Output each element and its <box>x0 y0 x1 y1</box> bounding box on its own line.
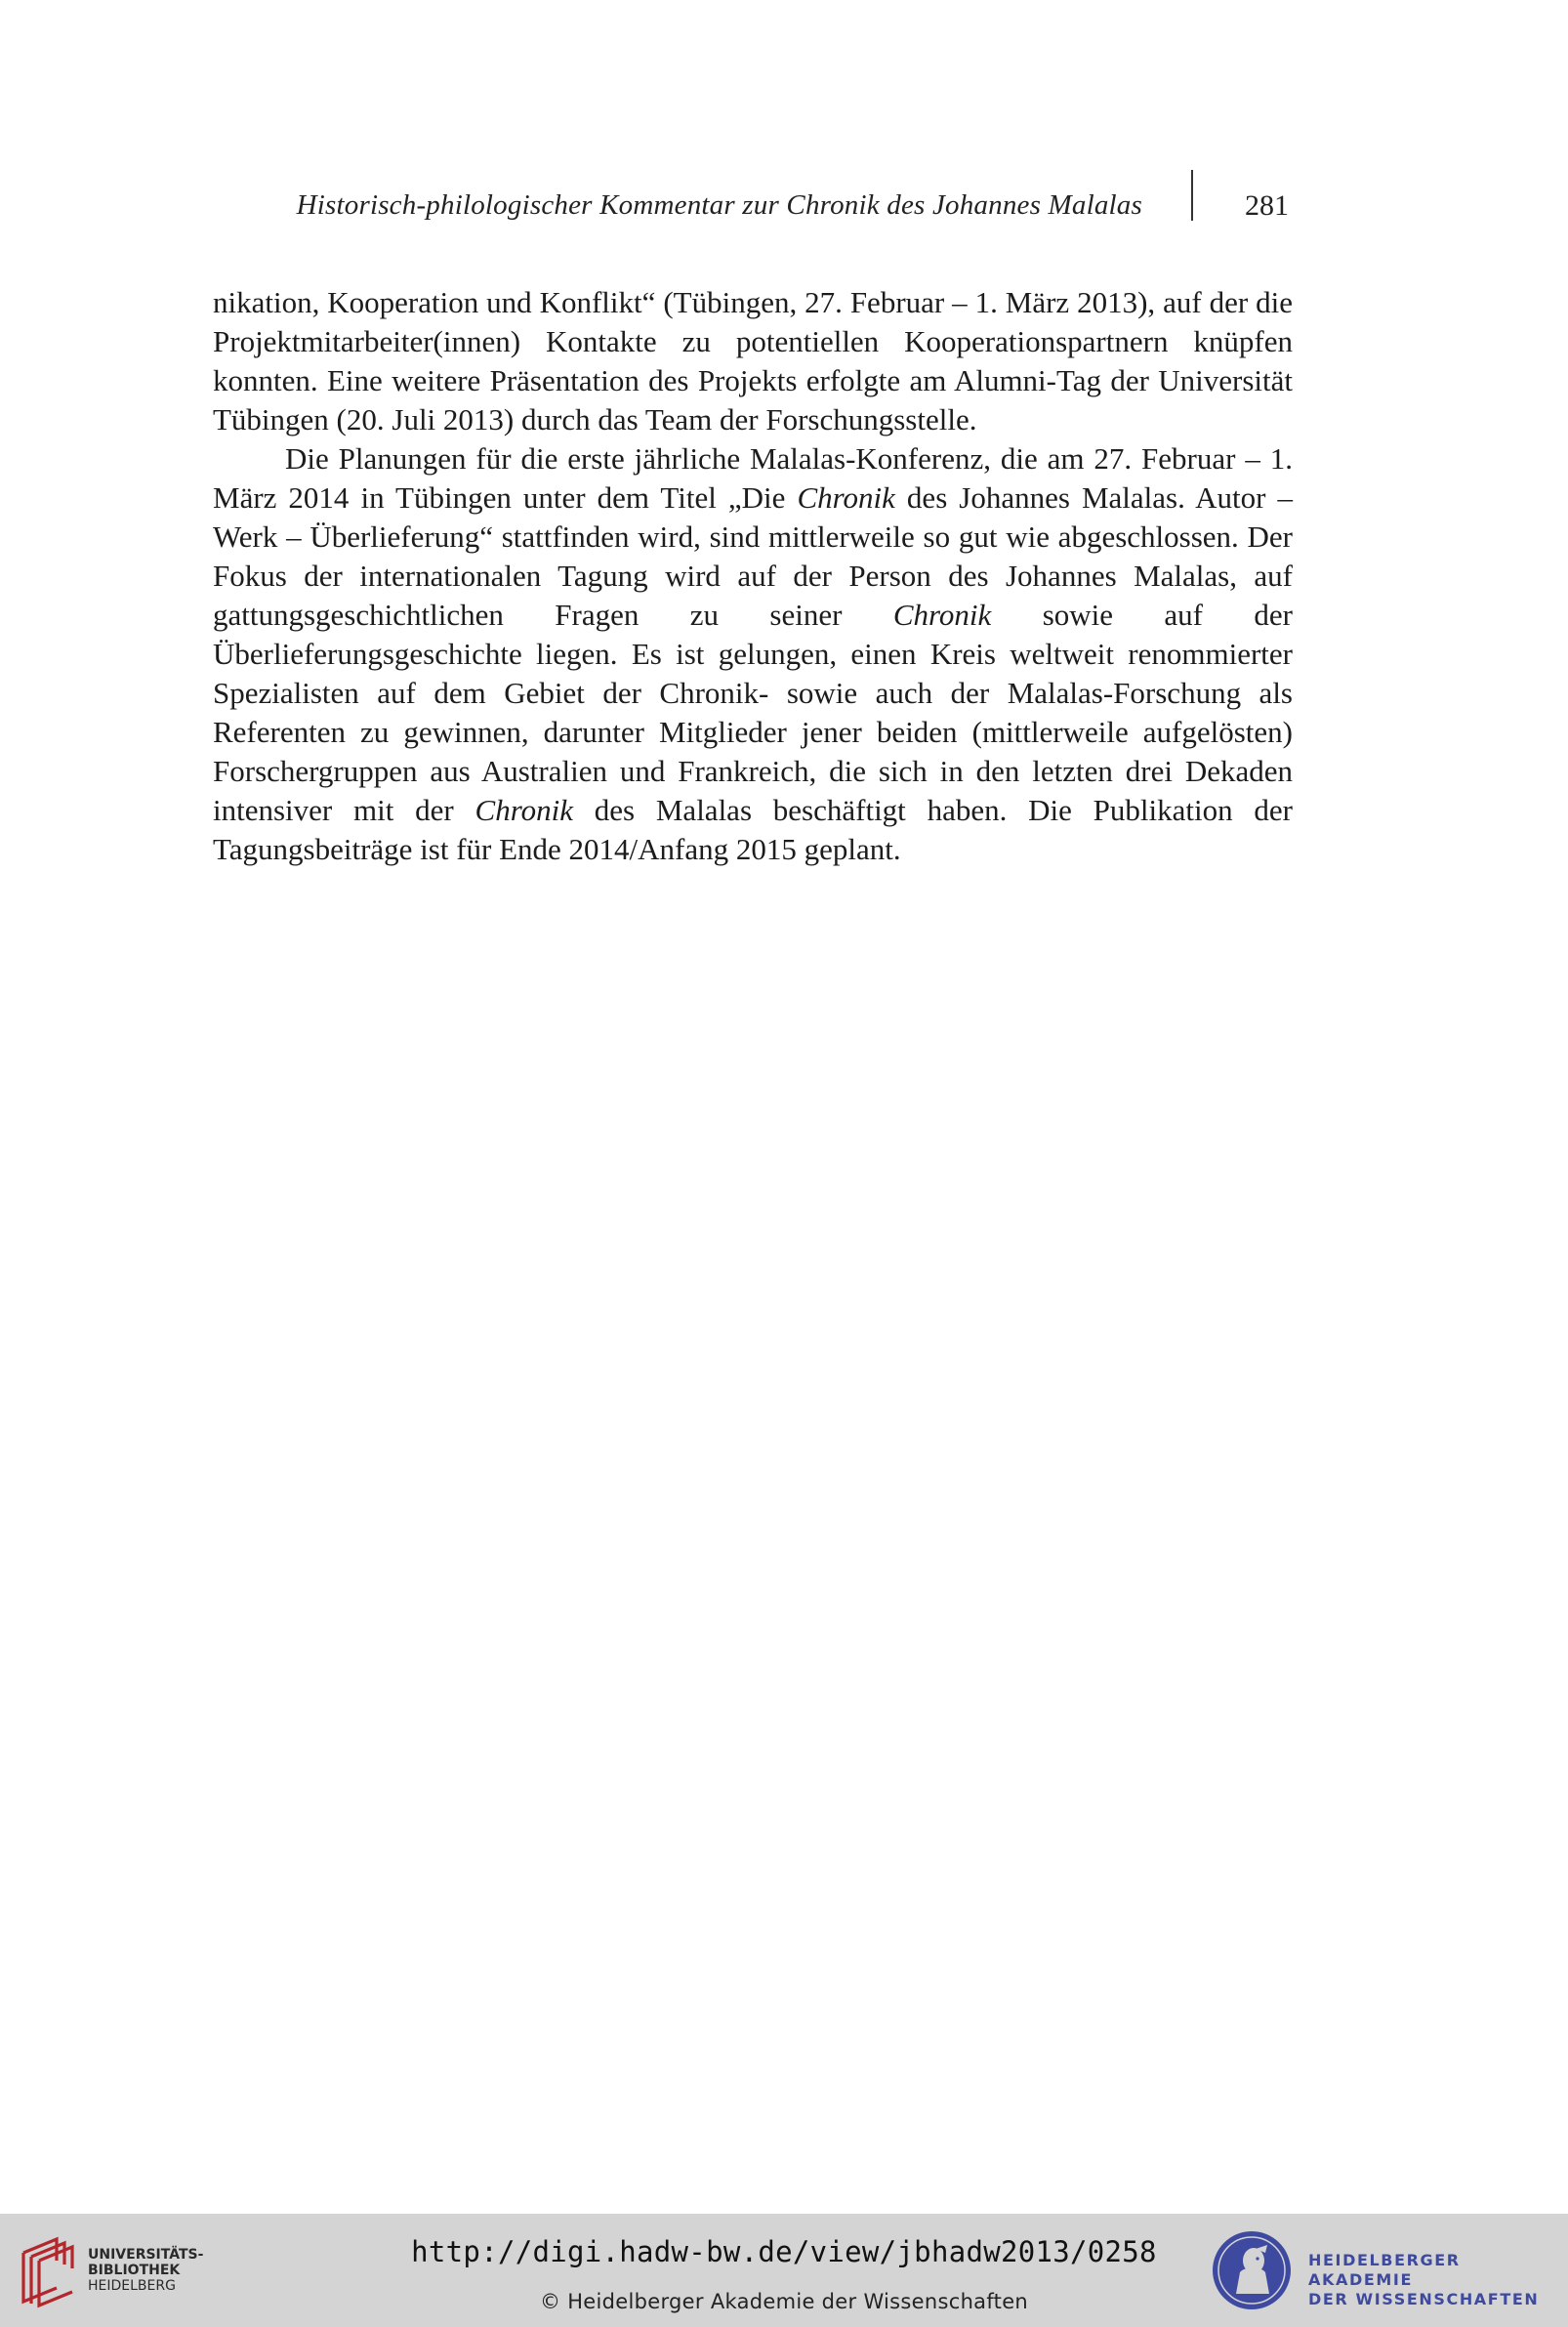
body-text <box>213 283 1293 869</box>
page-number: 281 <box>1245 189 1289 222</box>
paragraph-2-part-d: des Malalas beschäftigt haben. Die Publikation der Tagungsbeiträge ist für Ende 2014/Anfang 2015 geplant. <box>213 793 1293 866</box>
chronik-italic: Chronik <box>475 793 573 827</box>
paragraph-2 <box>213 439 1293 869</box>
copyright-notice: © Heidelberger Akademie der Wissenschaften <box>539 2290 1029 2313</box>
ub-line-3: HEIDELBERG <box>88 2278 176 2294</box>
hadw-line-1: HEIDELBERGER AKADEMIE <box>1308 2251 1461 2289</box>
running-head <box>195 186 1289 227</box>
paragraph-2-part-a: Die Planungen für die erste jährliche Malalas-Konferenz, die am 27. Februar – 1. März 2014 in Tübingen unter dem Titel „Die <box>213 441 1293 515</box>
hadw-seal-icon[interactable] <box>1211 2229 1293 2311</box>
ub-line-2: BIBLIOTHEK <box>88 2263 181 2278</box>
paragraph-2-part-b: des Johannes Malalas. Autor – Werk – Überlieferung“ stattfinden wird, sind mittlerweile so gut wie abgeschlossen. Der Fokus der internationalen Tagung wird auf der Person des Johannes Malalas, auf gattungsgeschichtlichen Fragen zu seiner <box>213 480 1293 632</box>
paragraph-2-part-c: sowie auf der Überlieferungsgeschichte liegen. Es ist gelungen, einen Kreis weltweit renommierter Spezialisten auf dem Gebiet der Chronik- sowie auch der Malalas-Forschung als Referenten zu gewinnen, darunter Mitglieder jener beiden (mittlerweile aufgelösten) Forschergruppen aus Australien und Frankreich, die sich in den letzten drei Dekaden intensiver mit der <box>213 598 1293 827</box>
hadw-wordmark <box>1308 2251 1568 2309</box>
source-url-link[interactable]: http://digi.hadw-bw.de/view/jbhadw2013/0258 <box>411 2235 1157 2268</box>
header-divider <box>1191 170 1193 221</box>
running-title: Historisch-philologischer Kommentar zur Chronik des Johannes Malalas <box>296 189 1142 221</box>
paragraph-1: nikation, Kooperation und Konflikt“ (Tübingen, 27. Februar – 1. März 2013), auf der die Projektmitarbeiter(innen) Kontakte zu potentiellen Kooperationspartnern knüpfen konnten. Eine weitere Präsentation des Projekts erfolgte am Alumni-Tag der Universität Tübingen (20. Juli 2013) durch das Team der Forschungsstelle. <box>213 285 1293 436</box>
chronik-italic: Chronik <box>892 598 992 632</box>
footer-bar <box>0 2214 1568 2327</box>
hadw-line-2: DER WISSENSCHAFTEN <box>1308 2290 1540 2308</box>
ub-line-1: UNIVERSITÄTS- <box>88 2247 204 2263</box>
chronik-italic: Chronik <box>797 480 895 515</box>
